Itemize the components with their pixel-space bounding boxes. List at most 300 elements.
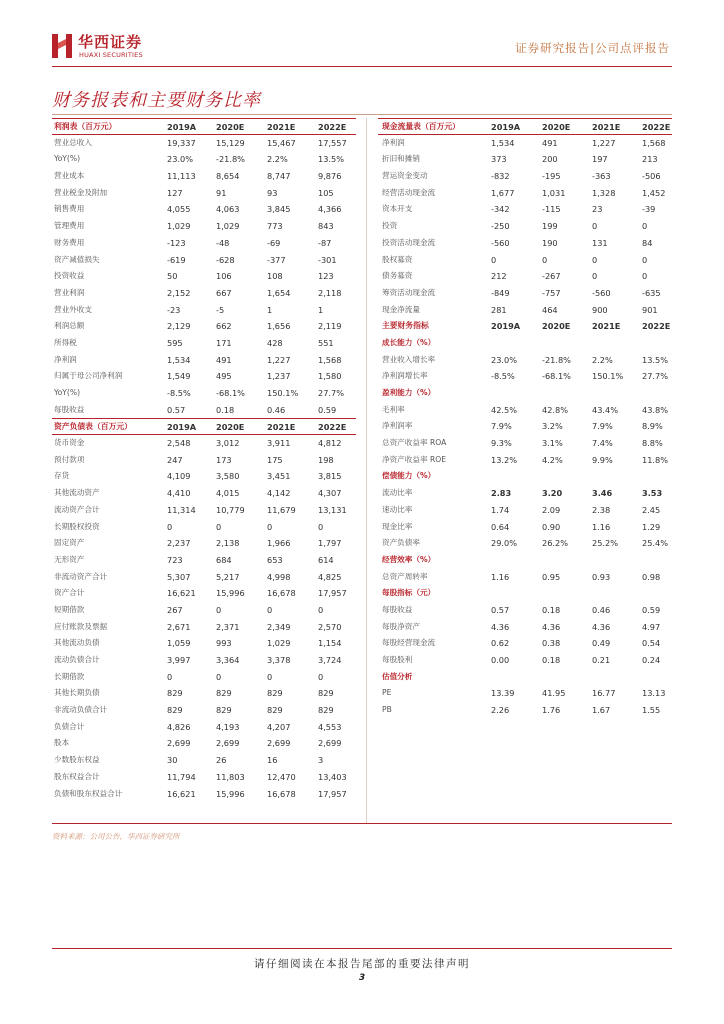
cashflow-row [378,185,672,202]
cashflow-row-value: 464 [542,304,558,315]
ratio-row-value: 4.97 [642,621,661,632]
cashflow-row-value: 23 [592,204,603,215]
income-statement-header [52,118,356,135]
cashflow-row-value: -115 [542,204,561,215]
balance-sheet-header-label: 资产负债表（百万元） [54,422,132,432]
income-row-label: 管理费用 [54,221,85,231]
balance-row-value: 0 [167,671,173,682]
year-header: 2021E [592,321,621,332]
balance-row-value: 0 [318,604,324,615]
ratio-row-label: PB [382,705,392,715]
income-row-value: 1,237 [267,371,291,382]
balance-row-label: 非流动负债合计 [54,705,108,715]
income-row-value: 491 [216,354,232,365]
ratio-row-value: 7.4% [592,438,613,449]
ratio-row [378,452,672,469]
ratio-row-value: 4.36 [542,621,561,632]
ratio-row-value: 13.13 [642,688,666,699]
balance-row [52,735,356,752]
cashflow-row [378,135,672,152]
balance-row-label: 其他长期负债 [54,688,100,698]
income-row-value: -628 [216,254,235,265]
balance-row-value: 2,699 [167,738,191,749]
ratio-row [378,502,672,519]
balance-row-value: 2,371 [216,621,240,632]
balance-row-value: 11,679 [267,504,296,515]
ratio-row-value: 0.62 [491,638,510,649]
year-header: 2021E [267,122,296,132]
ratio-row [378,485,672,502]
ratio-row-value: 9.3% [491,438,512,449]
ratio-row [378,519,672,536]
cashflow-row-label: 投资活动现金流 [382,237,436,247]
ratio-category-label: 成长能力（%） [382,337,436,347]
ratio-row-label: 净利润率 [382,421,413,431]
balance-row-value: 0 [267,604,273,615]
income-row [52,252,356,269]
income-row-label: YoY(%) [54,154,81,164]
balance-row-value: 0 [216,521,222,532]
cashflow-row-label: 股权募资 [382,254,413,264]
balance-row-label: 流动资产合计 [54,504,100,514]
cashflow-row [378,151,672,168]
ratio-row-label: 资产负债率 [382,538,420,548]
balance-row-value: 2,699 [318,738,342,749]
income-row [52,385,356,402]
cashflow-row-value: 200 [542,154,558,165]
year-header: 2019A [167,422,197,433]
balance-row-value: 11,314 [167,504,196,515]
ratio-category-row [378,585,672,602]
ratio-row-label: 总资产收益率 ROA [382,438,447,448]
income-row-label: 每股收益 [54,404,85,414]
year-header: 2021E [592,122,621,132]
balance-row-value: 4,553 [318,721,342,732]
ratio-row-label: 每股股利 [382,655,413,664]
income-row-value: 23.0% [167,154,194,165]
balance-row-value: 4,307 [318,488,342,499]
ratio-row-label: 净资产收益率 ROE [382,454,447,464]
balance-row [52,585,356,602]
ratio-row [378,685,672,702]
balance-row-value: 17,957 [318,788,347,799]
ratio-row-value: 150.1% [592,371,624,382]
balance-row-label: 长期股权投资 [54,521,100,531]
balance-row [52,719,356,736]
ratio-row-value: 25.4% [642,538,669,549]
year-header: 2022E [642,122,671,132]
cashflow-row-value: -250 [491,221,510,232]
cashflow-row-value: 0 [642,221,648,232]
year-header: 2019A [167,122,197,132]
ratio-row-value: 9.9% [592,454,613,465]
balance-row-value: 653 [267,554,283,565]
balance-row-value: 16,621 [167,588,196,599]
income-row-value: 1 [267,304,273,315]
year-header: 2022E [318,122,347,132]
footer-divider [52,948,672,949]
income-row-value: 495 [216,371,232,382]
balance-row-value: 16 [267,755,278,766]
ratio-row-value: 0.46 [592,604,611,615]
cashflow-row-value: 0 [642,271,648,282]
ratio-row-value: 2.26 [491,705,510,716]
ratio-row-value: 0.64 [491,521,510,532]
ratio-row-value: 1.74 [491,504,510,515]
ratio-row-value: 43.4% [592,404,619,415]
brand-logo [52,30,212,66]
ratio-row-label: 毛利率 [382,404,405,414]
balance-row-label: 短期借款 [54,604,85,614]
balance-row-value: 4,998 [267,571,291,582]
ratio-row [378,569,672,586]
balance-row-value: 2,699 [267,738,291,749]
income-row-value: 662 [216,321,232,332]
year-header: 2019A [491,122,521,132]
income-statement-header-label: 利润表（百万元） [54,122,117,131]
ratio-row-label: 现金比率 [382,521,413,531]
income-row-value: 8,747 [267,171,291,182]
ratio-row-value: 4.36 [491,621,510,632]
balance-row [52,602,356,619]
ratio-row-value: 7.9% [592,421,613,432]
balance-row-value: 16,678 [267,788,296,799]
ratio-row-value: 1.76 [542,705,561,716]
huaxi-logo-icon [52,32,74,60]
ratio-row-value: 3.46 [592,488,613,499]
balance-row-value: 16,621 [167,788,196,799]
income-row-value: -377 [267,254,286,265]
balance-row-value: 829 [267,705,283,716]
income-row [52,352,356,369]
ratio-category-row [378,385,672,402]
income-row-value: 773 [267,221,283,232]
cashflow-row-label: 净利润 [382,137,405,147]
balance-row-value: 2,349 [267,621,291,632]
cashflow-row-value: -757 [542,287,561,298]
cashflow-statement-header-label: 现金流量表（百万元） [382,122,460,131]
income-row [52,335,356,352]
ratio-row [378,635,672,652]
balance-row-value: 2,138 [216,538,240,549]
income-row-value: 2,152 [167,287,191,298]
balance-row-value: 4,142 [267,488,291,499]
income-row-label: 营业外收支 [54,304,92,314]
cashflow-row-value: 0 [491,254,497,265]
income-row-value: 13.5% [318,154,345,165]
income-row-label: 利润总额 [54,321,85,331]
cashflow-row-value: 197 [592,154,608,165]
report-type: 证券研究报告|公司点评报告 [515,41,670,55]
income-row-value: 15,129 [216,137,245,148]
year-header: 2020E [216,122,245,132]
ratio-row-value: 0.93 [592,571,611,582]
balance-row-value: 13,131 [318,504,347,515]
income-row-value: 843 [318,221,334,232]
cashflow-row-value: 281 [491,304,507,315]
balance-row-value: 4,826 [167,721,191,732]
income-row-value: 106 [216,271,232,282]
ratio-row [378,368,672,385]
cashflow-row-value: 0 [592,271,598,282]
cashflow-row [378,302,672,319]
ratio-category-row [378,552,672,569]
income-row [52,368,356,385]
income-row-value: 11,113 [167,171,196,182]
ratio-row-label: 流动比率 [382,488,413,498]
year-header: 2022E [318,422,347,433]
balance-row-value: 614 [318,554,334,565]
balance-row [52,769,356,786]
page-number: 3 [358,973,366,983]
cashflow-row-label: 现金净流量 [382,304,420,314]
income-row-value: 123 [318,271,334,282]
income-row-value: 1,656 [267,321,291,332]
source-note: 资料来源：公司公告，华西证券研究所 [52,832,180,841]
balance-row-label: 资产合计 [54,588,85,598]
cashflow-row-value: 190 [542,237,558,248]
balance-row-value: 3,451 [267,471,291,482]
balance-row-value: 3,724 [318,655,342,665]
balance-row-label: 货币资金 [54,438,85,448]
balance-row [52,786,356,803]
balance-row-value: 5,307 [167,571,191,582]
balance-row-value: 3,364 [216,655,240,665]
income-row-value: 93 [267,187,278,198]
income-row-value: -69 [267,237,281,248]
cashflow-row-value: -363 [592,171,611,182]
balance-row-value: 0 [267,521,273,532]
income-row-value: 91 [216,187,227,198]
ratio-row-value: 0.00 [491,655,510,665]
ratio-row-value: 8.8% [642,438,663,449]
balance-row [52,752,356,769]
balance-row-label: 少数股东权益 [54,755,100,765]
ratio-row [378,652,672,669]
balance-row-value: 4,193 [216,721,240,732]
income-row-value: 27.7% [318,388,345,398]
income-row-value: 551 [318,337,334,348]
ratio-row-value: 0.24 [642,655,661,665]
ratio-row-value: -21.8% [542,354,571,365]
income-row-value: 2,119 [318,321,342,332]
balance-row-label: 股本 [54,738,70,748]
balance-row-value: 3,815 [318,471,342,482]
balance-row-value: 30 [167,755,178,766]
ratio-row-value: 0.57 [491,604,510,615]
balance-row-value: 175 [267,454,283,465]
income-row-value: 171 [216,337,232,348]
balance-row [52,502,356,519]
cashflow-row-value: 0 [592,221,598,232]
balance-row-label: 流动负债合计 [54,655,100,664]
ratio-row-value: 26.2% [542,538,569,549]
year-header: 2019A [491,321,521,332]
ratio-row-value: 13.39 [491,688,515,699]
income-row-label: 营业税金及附加 [54,187,108,197]
cashflow-row-value: -849 [491,287,510,298]
balance-row-value: 26 [216,755,227,766]
income-row-value: 1,029 [216,221,240,232]
cashflow-row [378,285,672,302]
page-header [0,0,724,68]
ratio-row-value: 0.54 [642,638,661,649]
income-row [52,168,356,185]
ratio-row-value: 2.2% [592,354,613,365]
ratio-row-value: 27.7% [642,371,669,382]
ratio-row-value: 8.9% [642,421,663,432]
balance-row [52,468,356,485]
income-row-value: -8.5% [167,388,191,398]
cashflow-row-value: 1,452 [642,187,666,198]
ratio-category-row [378,335,672,352]
ratio-row-value: 42.8% [542,404,569,415]
balance-row-value: 4,015 [216,488,240,499]
ratio-row-label: 每股经营现金流 [382,638,436,648]
income-row-value: -5 [216,304,225,315]
balance-row-value: 12,470 [267,771,296,782]
ratio-row-value: 13.2% [491,454,518,465]
balance-row-value: 10,779 [216,504,245,515]
cashflow-row-value: 1,328 [592,187,616,198]
title-divider [52,114,672,115]
ratio-row-label: 净利润增长率 [382,371,428,381]
cashflow-row-label: 投资 [382,221,398,231]
ratio-row-value: -68.1% [542,371,571,382]
ratio-row-value: 3.53 [642,488,663,499]
income-row [52,201,356,218]
ratio-row-value: 2.83 [491,488,512,499]
ratio-category-label: 经营效率（%） [382,554,436,564]
income-row-value: 4,055 [167,204,191,215]
balance-row-value: 4,109 [167,471,191,482]
balance-row-value: 198 [318,454,334,465]
ratio-row-value: 29.0% [491,538,518,549]
balance-row [52,669,356,686]
income-row [52,402,356,419]
ratio-row-value: 0.90 [542,521,561,532]
cashflow-row-value: 491 [542,137,558,148]
ratio-row-value: 0.59 [642,604,661,615]
income-row-value: 1,549 [167,371,191,382]
balance-row-label: 存货 [54,471,70,481]
income-row-label: 净利润 [54,354,77,364]
income-row-value: 1,654 [267,287,291,298]
ratio-row-label: 总资产周转率 [382,571,428,581]
income-row-label: 归属于母公司净利润 [54,371,123,381]
balance-row-value: 2,570 [318,621,342,632]
income-row [52,302,356,319]
income-row-value: 4,063 [216,204,240,215]
cashflow-row-value: 0 [642,254,648,265]
financial-ratio-header [378,318,672,335]
balance-row-value: 0 [167,521,173,532]
year-header: 2022E [642,321,671,332]
brand-name-en: HUAXI SECURITIES [79,51,143,59]
cashflow-row-value: 373 [491,154,507,165]
cashflow-row-value: 901 [642,304,658,315]
income-row [52,268,356,285]
ratio-row-value: 0.21 [592,655,611,665]
cashflow-row [378,252,672,269]
income-row [52,318,356,335]
income-row-value: 667 [216,287,232,298]
cashflow-row-value: 199 [542,221,558,232]
income-row-value: 8,654 [216,171,240,182]
income-row [52,218,356,235]
balance-row-value: 829 [167,705,183,716]
income-row-value: 0.46 [267,404,286,415]
income-row-value: 0.59 [318,404,337,415]
cashflow-row-label: 债务募资 [382,271,413,281]
income-row-value: -87 [318,237,332,248]
balance-row-value: 247 [167,454,183,465]
cashflow-row [378,218,672,235]
balance-row-label: 股东权益合计 [54,771,100,781]
cashflow-row-value: -832 [491,171,510,182]
income-row-value: -619 [167,254,186,265]
ratio-row-value: 0.18 [542,655,561,665]
ratio-row-value: 0.38 [542,638,561,649]
balance-row-value: 829 [167,688,183,699]
balance-row-value: 1,029 [267,638,291,649]
income-row-value: 150.1% [267,388,299,398]
ratio-row [378,702,672,719]
balance-row-value: 4,410 [167,488,191,499]
ratio-row-value: 25.2% [592,538,619,549]
ratio-row-value: 2.09 [542,504,561,515]
ratio-row [378,602,672,619]
cashflow-row-value: -635 [642,287,661,298]
cashflow-row-label: 筹资活动现金流 [382,287,436,297]
balance-row [52,552,356,569]
income-row-value: 2,129 [167,321,191,332]
balance-row-value: 2,699 [216,738,240,749]
balance-row-value: 829 [318,705,334,716]
balance-row-value: 16,678 [267,588,296,599]
cashflow-row-value: 0 [592,254,598,265]
cashflow-row-value: 212 [491,271,507,282]
balance-row-label: 长期借款 [54,671,85,681]
balance-row [52,485,356,502]
cashflow-row [378,168,672,185]
balance-row-value: 0 [216,604,222,615]
ratio-row-value: 0.49 [592,638,611,649]
ratio-category-row [378,669,672,686]
balance-row [52,535,356,552]
cashflow-row [378,235,672,252]
cashflow-row-value: 131 [592,237,608,248]
cashflow-row-value: -560 [491,237,510,248]
income-row-value: 108 [267,271,283,282]
cashflow-row-value: 1,534 [491,137,515,148]
income-row [52,235,356,252]
balance-row-value: 0 [318,671,324,682]
ratio-row-value: 0.18 [542,604,561,615]
balance-row [52,652,356,669]
income-row-value: 428 [267,337,283,348]
cashflow-row-value: 1,227 [592,137,616,148]
income-row-value: 17,557 [318,137,347,148]
balance-row-value: 1,797 [318,538,342,549]
ratio-row-value: 16.77 [592,688,616,699]
balance-row-label: 其他流动负债 [54,638,100,648]
balance-row-value: 0 [318,521,324,532]
balance-row-label: 预付款项 [54,454,85,464]
cashflow-row-value: -267 [542,271,561,282]
income-row-value: -21.8% [216,154,245,165]
cashflow-row-label: 资本开支 [382,204,413,214]
